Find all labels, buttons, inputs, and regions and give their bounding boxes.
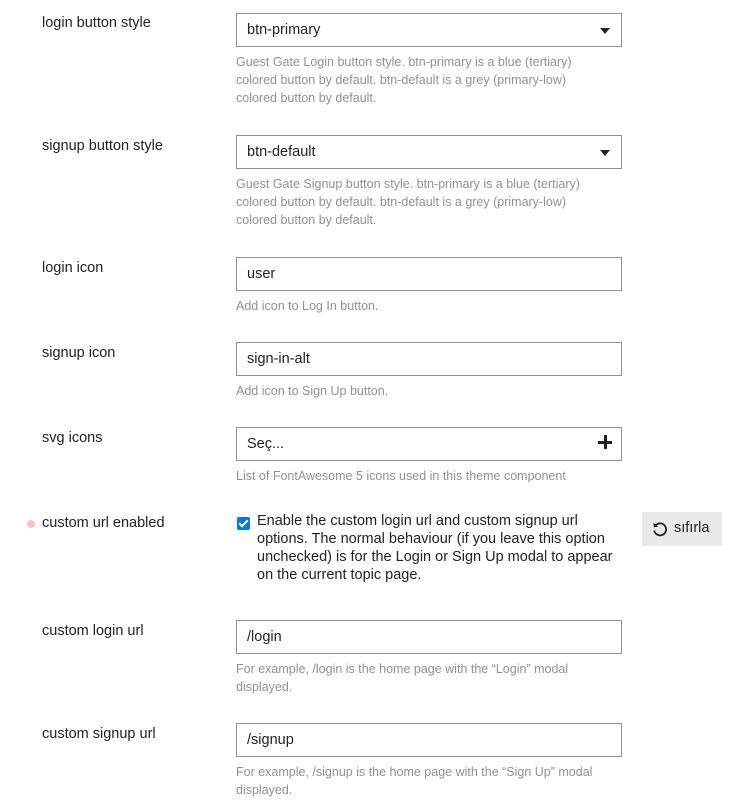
setting-description: For example, /login is the home page with the “Login” modal displayed. (236, 662, 569, 694)
setting-description: Add icon to Log In button. (236, 299, 379, 313)
select-value: btn-primary (247, 22, 321, 38)
signup-button-style-select[interactable] (236, 135, 622, 169)
reset-label: sıfırla (674, 520, 710, 536)
login-icon-input[interactable]: user (236, 257, 622, 291)
setting-label: custom signup url (42, 726, 156, 742)
undo-icon (652, 521, 668, 537)
select-value: btn-default (247, 144, 316, 160)
setting-label: svg icons (42, 430, 103, 446)
signup-icon-input[interactable]: sign-in-alt (236, 342, 622, 376)
changed-indicator-dot (27, 520, 35, 528)
reset-button[interactable] (642, 512, 722, 546)
setting-label: signup icon (42, 345, 116, 361)
setting-description: Guest Gate Login button style. btn-primary is a blue (tertiary) colored button by default. btn-default is a grey (primary-low) colored button by default. (236, 55, 572, 105)
setting-description: For example, /signup is the home page with the “Sign Up” modal displayed. (236, 765, 593, 797)
setting-label: custom login url (42, 623, 144, 639)
caret-down-icon (600, 28, 610, 34)
multiselect-placeholder: Seç... (247, 436, 285, 452)
login-button-style-select[interactable] (236, 13, 622, 47)
setting-label: login icon (42, 260, 104, 276)
setting-label: signup button style (42, 138, 163, 154)
setting-label: login button style (42, 15, 151, 31)
setting-label: custom url enabled (42, 515, 165, 531)
custom-login-url-input[interactable]: /login (236, 620, 622, 654)
custom-signup-url-input[interactable]: /signup (236, 723, 622, 757)
checkbox-description: Enable the custom login url and custom signup url options. The normal behaviour (if you leave this option unchecked) is for the Login or Sign Up modal to appear on the current topic page. (257, 513, 613, 583)
svg-icons-multiselect[interactable] (236, 427, 622, 461)
setting-description: Guest Gate Signup button style. btn-primary is a blue (tertiary) colored button by default. btn-default is a grey (primary-low) colored button by default. (236, 177, 580, 227)
plus-icon[interactable] (598, 435, 612, 449)
caret-down-icon (600, 150, 610, 156)
setting-description: Add icon to Sign Up button. (236, 384, 389, 398)
setting-description: List of FontAwesome 5 icons used in this theme component (236, 469, 566, 483)
custom-url-enabled-checkbox[interactable] (237, 517, 250, 530)
